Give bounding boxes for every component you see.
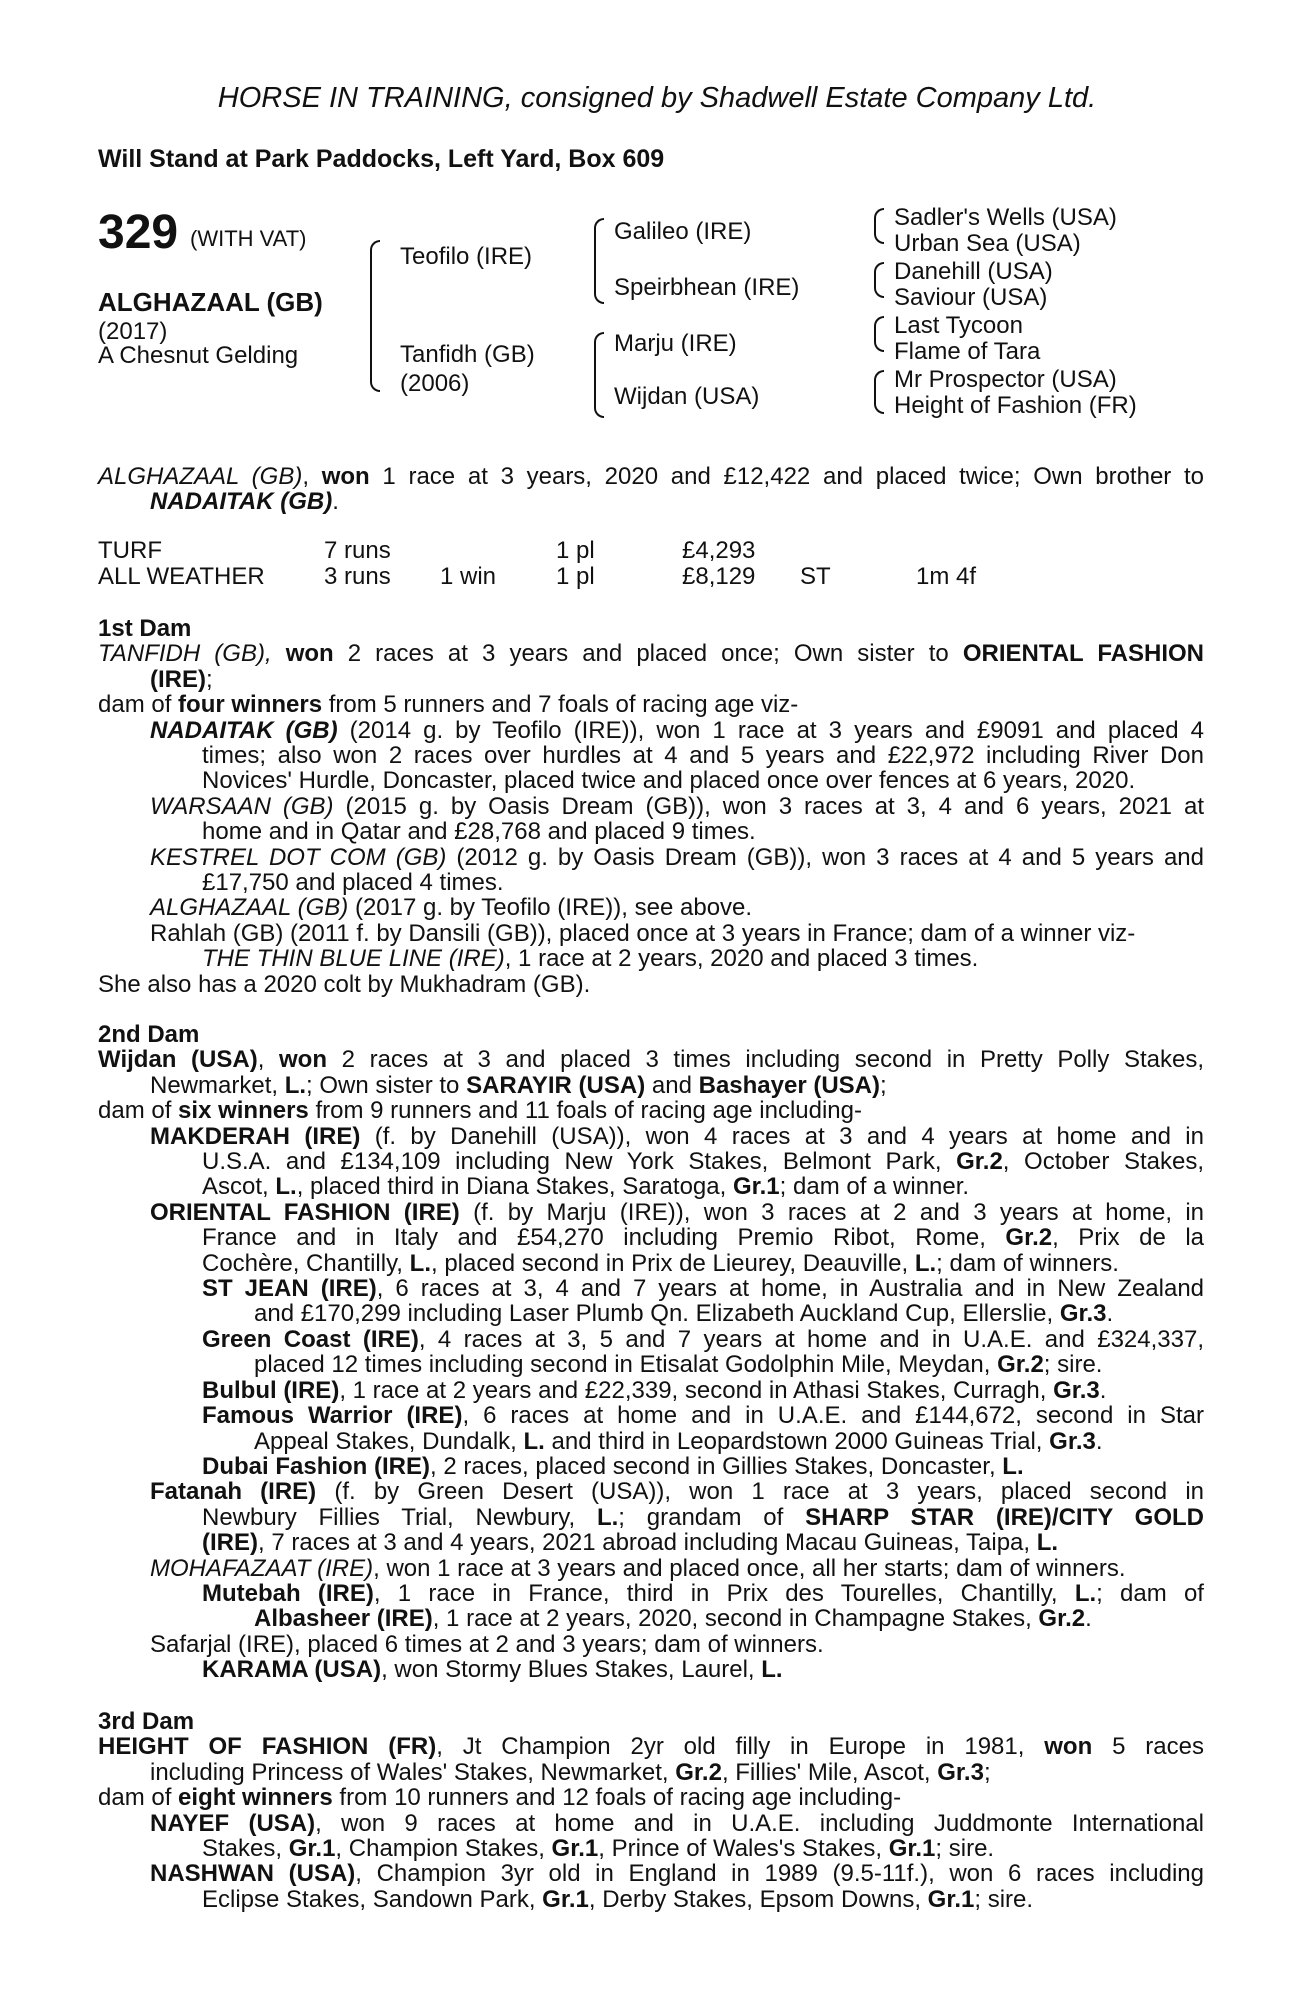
pedigree-ggen: Sadler's Wells (USA) [894,204,1117,231]
first-dam-section: 1st Dam TANFIDH (GB), won 2 races at 3 years and placed once; Own sister to ORIENTAL FASHION (IRE); dam of four winners from 5 runners and 7 foals of racing age viz- NADAITAK (GB) (2014 g. by Teofilo (IRE)), won 1 race at 3 years and £9091 and placed 4 times; also won 2 races over hurdles at 4 and 5 years and £22,972 including River Don Novices' Hurdle, Doncaster, placed twice and placed once over fences at 6 years, 2020. WARSAAN (GB) (2015 g. by Oasis Dream (GB)), won 3 races at 3, 4 and 6 years, 2021 at home and in Qatar and £28,768 and placed 9 times. KESTREL DOT COM (GB) (2012 g. by Oasis Dream (GB)), won 3 races at 4 and 5 years and £17,750 and placed 4 times. ALGHAZAAL (GB) (2017 g. by Teofilo (IRE)), see above. Rahlah (GB) (2011 f. by Dansili (GB)), placed once at 3 years in France; dam of a winner viz- THE THIN BLUE LINE (IRE), 1 race at 2 years, 2020 and placed 3 times. She also has a 2020 colt by Mukhadram (GB). [98,615,1205,998]
lot-number: 329 [98,206,179,259]
pedigree-ggen: Last Tycoon [894,312,1023,339]
section-heading: 3rd Dam [98,1708,195,1735]
pedigree-brace [594,218,604,304]
pedigree-ggen: Danehill (USA) [894,258,1053,285]
pedigree-ggen: Urban Sea (USA) [894,230,1081,257]
pedigree-brace [594,332,604,418]
pedigree-dam-dam: Wijdan (USA) [614,383,760,410]
page-title: HORSE IN TRAINING, consigned by Shadwell Estate Company Ltd. [217,82,1097,114]
section-heading: 2nd Dam [98,1021,200,1048]
section-heading: 1st Dam [98,615,192,642]
second-dam-section: 2nd Dam Wijdan (USA), won 2 races at 3 and placed 3 times including second in Pretty Polly Stakes, Newmarket, L.; Own sister to SARAYIR (USA) and Bashayer (USA); dam of six winners from 9 runners and 11 foals of racing age including- MAKDERAH (IRE) (f. by Danehill (USA)), won 4 races at 3 and 4 years at home and in U.S.A. and £134,109 including New York Stakes, Belmont Park, Gr.2, October Stakes, Ascot, L., placed third in Diana Stakes, Saratoga, Gr.1; dam of a winner. ORIENTAL FASHION (IRE) (f. by Marju (IRE)), won 3 races at 2 and 3 years at home, in France and in Italy and £54,270 including Premio Ribot, Rome, Gr.2, Prix de la Cochère, Chantilly, L., placed second in Prix de Lieurey, Deauville, L.; dam of winners. ST JEAN (IRE), 6 races at 3, 4 and 7 years at home, in Australia and in New Zealand and £170,299 including Laser Plumb Qn. Elizabeth Auckland Cup, Ellerslie, Gr.3. Green Coast (IRE), 4 races at 3, 5 and 7 years at home and in U.A.E. and £324,337, placed 12 times including second in Etisalat Godolphin Mile, Meydan, Gr.2; sire. Bulbul (IRE), 1 race at 2 years and £22,339, second in Athasi Stakes, Curragh, Gr.3. Famous Warrior (IRE), 6 races at home and in U.A.E. and £144,672, second in Star Appeal Stakes, Dundalk, L. and third in Leopardstown 2000 Guineas Trial, Gr.3. Dubai Fashion (IRE), 2 races, placed second in Gillies Stakes, Doncaster, L. Fatanah (IRE) (f. by Green Desert (USA)), won 1 race at 3 years, placed second in Newbury Fillies Trial, Newbury, L.; grandam of SHARP STAR (IRE)/CITY GOLD (IRE), 7 races at 3 and 4 years, 2021 abroad including Macau Guineas, Taipa, L. MOHAFAZAAT (IRE), won 1 race at 3 years and placed once, all her starts; dam of winners. Mutebah (IRE), 1 race in France, third in Prix des Tourelles, Chantilly, L.; dam of Albasheer (IRE), 1 race at 2 years, 2020, second in Champagne Stakes, Gr.2. Safarjal (IRE), placed 6 times at 2 and 3 years; dam of winners. KARAMA (USA), won Stormy Blues Stakes, Laurel, L. [98,1021,1205,1684]
pedigree-ggen: Saviour (USA) [894,284,1048,311]
pedigree-sire-sire: Galileo (IRE) [614,218,752,245]
race-summary: ALGHAZAAL (GB), won 1 race at 3 years, 2020 and £12,422 and placed twice; Own brother to NADAITAK (GB). [98,463,1205,516]
pedigree-dam-sire: Marju (IRE) [614,330,737,357]
pedigree-sire: Teofilo (IRE) [400,243,533,270]
pedigree-ggen: Mr Prospector (USA) [894,366,1117,393]
foaling-year: (2017) [98,318,168,345]
pedigree-dam: Tanfidh (GB) [400,341,535,368]
pedigree-ggen: Height of Fashion (FR) [894,392,1137,419]
horse-description: A Chesnut Gelding [98,342,299,369]
pedigree-ggen: Flame of Tara [894,338,1041,365]
lot-vat: (WITH VAT) [190,226,307,251]
pedigree-brace [874,208,884,244]
pedigree-sire-dam: Speirbhean (IRE) [614,274,800,301]
pedigree-brace [874,370,884,414]
stand-location: Will Stand at Park Paddocks, Left Yard, Box 609 [98,145,665,173]
pedigree-brace [874,262,884,298]
catalogue-page: HORSE IN TRAINING, consigned by Shadwell Estate Company Ltd. Will Stand at Park Paddocks, Left Yard, Box 609 329 (WITH VAT) ALGHAZAAL (GB) (2017) A Chesnut Gelding Teofilo (IRE) Tanfidh (GB) (2006) Galileo (IRE) Speirbhean (IRE) Marju (IRE) Wijdan (USA) Sadler's Wells (USA) Urban Sea (USA) Danehill (USA) Saviour (USA) Last Tycoon Flame of Tara Mr Prospector (USA) Height of Fashion (FR) ALGHAZAAL (GB), won 1 race at 3 years, 2020 and £12,422 and placed twice; Own brother to NADAITAK (GB). TURF 7 runs 1 pl £4,293 ALL WEATHER 3 runs 1 win 1 pl £8,129 ST 1m 4f 1st Dam TANFIDH (GB), won 2 races at 3 years and placed once; Own sister to ORIENTAL FASHION (IRE); dam of four winners from 5 runners and 7 foals of racing age viz- NADAITAK (GB) (2014 g. by Teofilo (IRE)), won 1 race at 3 years and £9091 and placed 4 times; also won 2 races over hurdles at 4 and 5 years and £22,972 including River Don Novices' Hurdle, Doncaster, placed twice and placed once over fences at 6 years, 2020. WARSAAN (GB) (2015 g. by Oasis Dream (GB)), won 3 races at 3, 4 and 6 years, 2021 at home and in Qatar and £28,768 and placed 9 times. KESTREL DOT COM (GB) (2012 g. by Oasis Dream (GB)), won 3 races at 4 and 5 years and £17,750 and placed 4 times. ALGHAZAAL (GB) (2017 g. by Teofilo (IRE)), see above. Rahlah (GB) (2011 f. by Dansili (GB)), placed once at 3 years in France; dam of a winner viz- THE THIN BLUE LINE (IRE), 1 race at 2 years, 2020 and placed 3 times. She also has a 2020 colt by Mukhadram (GB). 2nd Dam Wijdan (USA), won 2 races at 3 and placed 3 times including second in Pretty Polly Stakes, Newmarket, L.; Own sister to SARAYIR (USA) and Bashayer (USA); dam of six winners from 9 runners and 11 foals of racing age including- MAKDERAH (IRE) (f. by Danehill (USA)), won 4 races at 3 and 4 years at home and in U.S.A. and £134,109 including New York Stakes, Belmont Park, Gr.2, October Stakes, Ascot, L., placed third in Diana Stakes, Saratoga, Gr.1; dam of a winner. ORIENTAL FASHION (IRE) (f. by Marju (IRE)), won 3 races at 2 and 3 years at home, in France and in Italy and £54,270 including Premio Ribot, Rome, Gr.2, Prix de la Cochère, Chantilly, L., placed second in Prix de Lieurey, Deauville, L.; dam of winners. ST JEAN (IRE), 6 races at 3, 4 and 7 years at home, in Australia and in New Zealand and £170,299 including Laser Plumb Qn. Elizabeth Auckland Cup, Ellerslie, Gr.3. Green Coast (IRE), 4 races at 3, 5 and 7 years at home and in U.A.E. and £324,337, placed 12 times including second in Etisalat Godolphin Mile, Meydan, Gr.2; sire. Bulbul (IRE), 1 race at 2 years and £22,339, second in Athasi Stakes, Curragh, Gr.3. Famous Warrior (IRE), 6 races at home and in U.A.E. and £144,672, second in Star Appeal Stakes, Dundalk, L. and third in Leopardstown 2000 Guineas Trial, Gr.3. Dubai Fashion (IRE), 2 races, placed second in Gillies Stakes, Doncaster, L. Fatanah (IRE) (f. by Green Desert (USA)), won 1 race at 3 years, placed second in Newbury Fillies Trial, Newbury, L.; grandam of SHARP STAR (IRE)/CITY GOLD (IRE), 7 races at 3 and 4 years, 2021 abroad including Macau Guineas, Taipa, L. MOHAFAZAAT (IRE), won 1 race at 3 years and placed once, all her starts; dam of winners. Mutebah (IRE), 1 race in France, third in Prix des Tourelles, Chantilly, L.; dam of Albasheer (IRE), 1 race at 2 years, 2020, second in Champagne Stakes, Gr.2. Safarjal (IRE), placed 6 times at 2 and 3 years; dam of winners. KARAMA (USA), won Stormy Blues Stakes, Laurel, L. 3rd Dam HEIGHT OF FASHION (FR), Jt Champion 2yr old filly in Europe in 1981, won 5 races including Princess of Wales' Stakes, Newmarket, Gr.2, Fillies' Mile, Ascot, Gr.3; dam of eight winners from 10 runners and 12 foals of racing age including- NAYEF (USA), won 9 races at home and in U.A.E. including Juddmonte International Stakes, Gr.1, Champion Stakes, Gr.1, Prince of Wales's Stakes, Gr.1; sire. NASHWAN (USA), Champion 3yr old in England in 1989 (9.5-11f.), won 6 races including Eclipse Stakes, Sandown Park, Gr.1, Derby Stakes, Epsom Downs, Gr.1; sire. [0,0,1314,2000]
pedigree-brace [370,240,380,392]
pedigree-brace [874,316,884,352]
horse-name: ALGHAZAAL (GB) [98,287,323,317]
third-dam-section: 3rd Dam HEIGHT OF FASHION (FR), Jt Champion 2yr old filly in Europe in 1981, won 5 races including Princess of Wales' Stakes, Newmarket, Gr.2, Fillies' Mile, Ascot, Gr.3; dam of eight winners from 10 runners and 12 foals of racing age including- NAYEF (USA), won 9 races at home and in U.A.E. including Juddmonte International Stakes, Gr.1, Champion Stakes, Gr.1, Prince of Wales's Stakes, Gr.1; sire. NASHWAN (USA), Champion 3yr old in England in 1989 (9.5-11f.), won 6 races including Eclipse Stakes, Sandown Park, Gr.1, Derby Stakes, Epsom Downs, Gr.1; sire. [98,1708,1205,1913]
pedigree-dam-year: (2006) [400,370,470,397]
